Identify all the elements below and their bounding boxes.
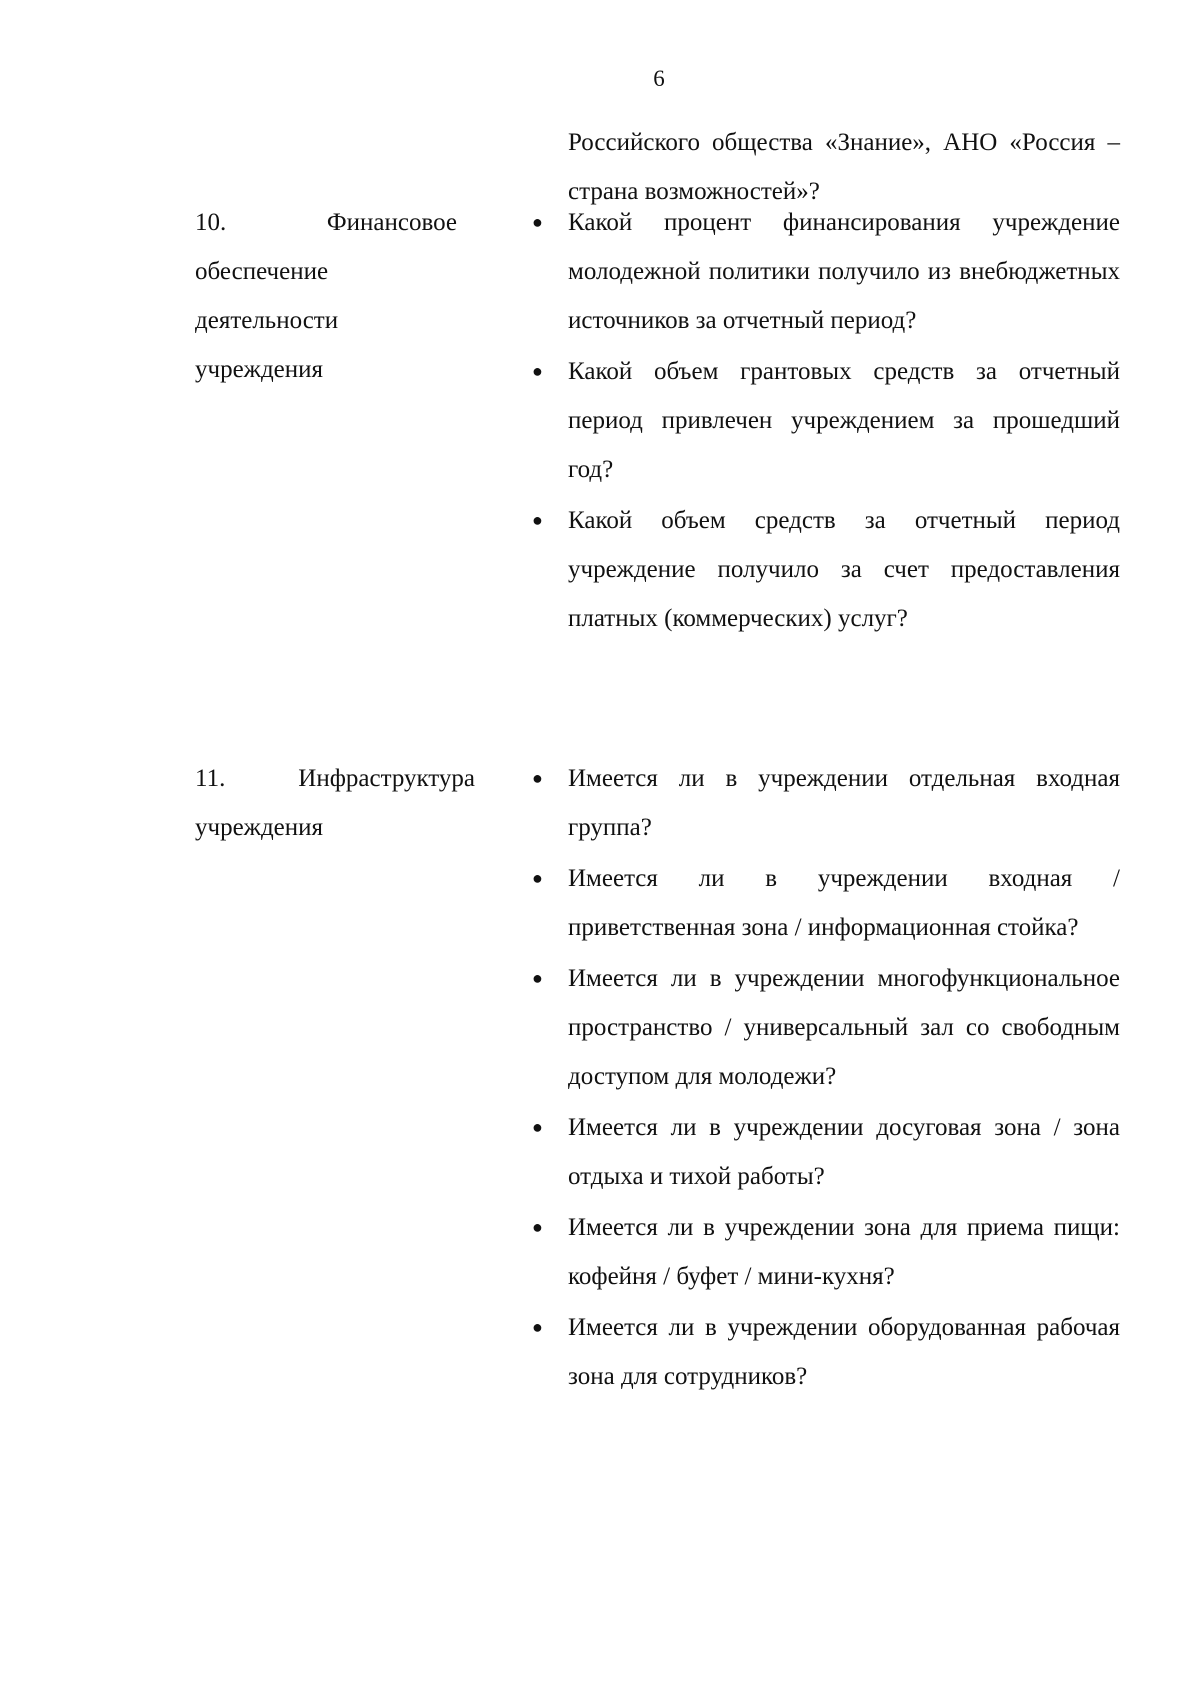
question-text: Какой процент финансирования учреждение молодежной политики получило из внебюджетных источников за отчетный период? — [568, 209, 1120, 334]
list-item — [532, 1203, 1120, 1301]
bullet-icon: ● — [532, 768, 543, 788]
list-item — [532, 1303, 1120, 1401]
question-text: Какой объем грантовых средств за отчетный период привлечен учреждением за прошедший год? — [568, 358, 1120, 483]
bullet-icon: ● — [532, 1317, 543, 1337]
list-item — [532, 347, 1120, 494]
question-text: Имеется ли в учреждении оборудованная рабочая зона для сотрудников? — [568, 1314, 1120, 1390]
section-title-first-word: Инфраструктура — [298, 765, 475, 792]
list-item — [532, 1103, 1120, 1201]
list-item — [532, 198, 1120, 345]
question-text: Имеется ли в учреждении досуговая зона / зона отдыха и тихой работы? — [568, 1114, 1120, 1190]
list-item — [532, 954, 1120, 1101]
section-title-first-word: Финансовое — [326, 209, 457, 236]
section-title-rest: обеспечение деятельности учреждения — [195, 258, 339, 383]
bullet-icon: ● — [532, 868, 543, 888]
bullet-icon: ● — [532, 361, 543, 381]
section-title — [195, 198, 457, 394]
bullet-icon: ● — [532, 212, 543, 232]
continuation-text: Российского общества «Знание», АНО «Россия – страна возможностей»? — [568, 129, 1120, 205]
page-number: 6 — [653, 66, 665, 91]
list-item — [532, 496, 1120, 643]
bullet-icon: ● — [532, 510, 543, 530]
section-number: 10. — [195, 209, 227, 236]
section-title — [195, 754, 475, 852]
question-list — [532, 198, 1120, 645]
bullet-icon: ● — [532, 1217, 543, 1237]
list-item — [532, 754, 1120, 852]
bullet-icon: ● — [532, 968, 543, 988]
question-list — [532, 754, 1120, 1403]
section-title-line — [195, 198, 457, 247]
question-text: Имеется ли в учреждении зона для приема пищи: кофейня / буфет / мини-кухня? — [568, 1214, 1120, 1290]
section-title-line — [195, 754, 475, 803]
question-text: Имеется ли в учреждении отдельная входная группа? — [568, 765, 1120, 841]
list-item — [532, 854, 1120, 952]
question-text: Имеется ли в учреждении входная / приветственная зона / информационная стойка? — [568, 865, 1120, 941]
bullet-icon: ● — [532, 1117, 543, 1137]
question-text: Какой объем средств за отчетный период учреждение получило за счет предоставления платных (коммерческих) услуг? — [568, 507, 1120, 632]
section-number: 11. — [195, 765, 226, 792]
question-text: Имеется ли в учреждении многофункциональное пространство / универсальный зал со свободным доступом для молодежи? — [568, 965, 1120, 1090]
section-title-rest: учреждения — [195, 814, 324, 841]
